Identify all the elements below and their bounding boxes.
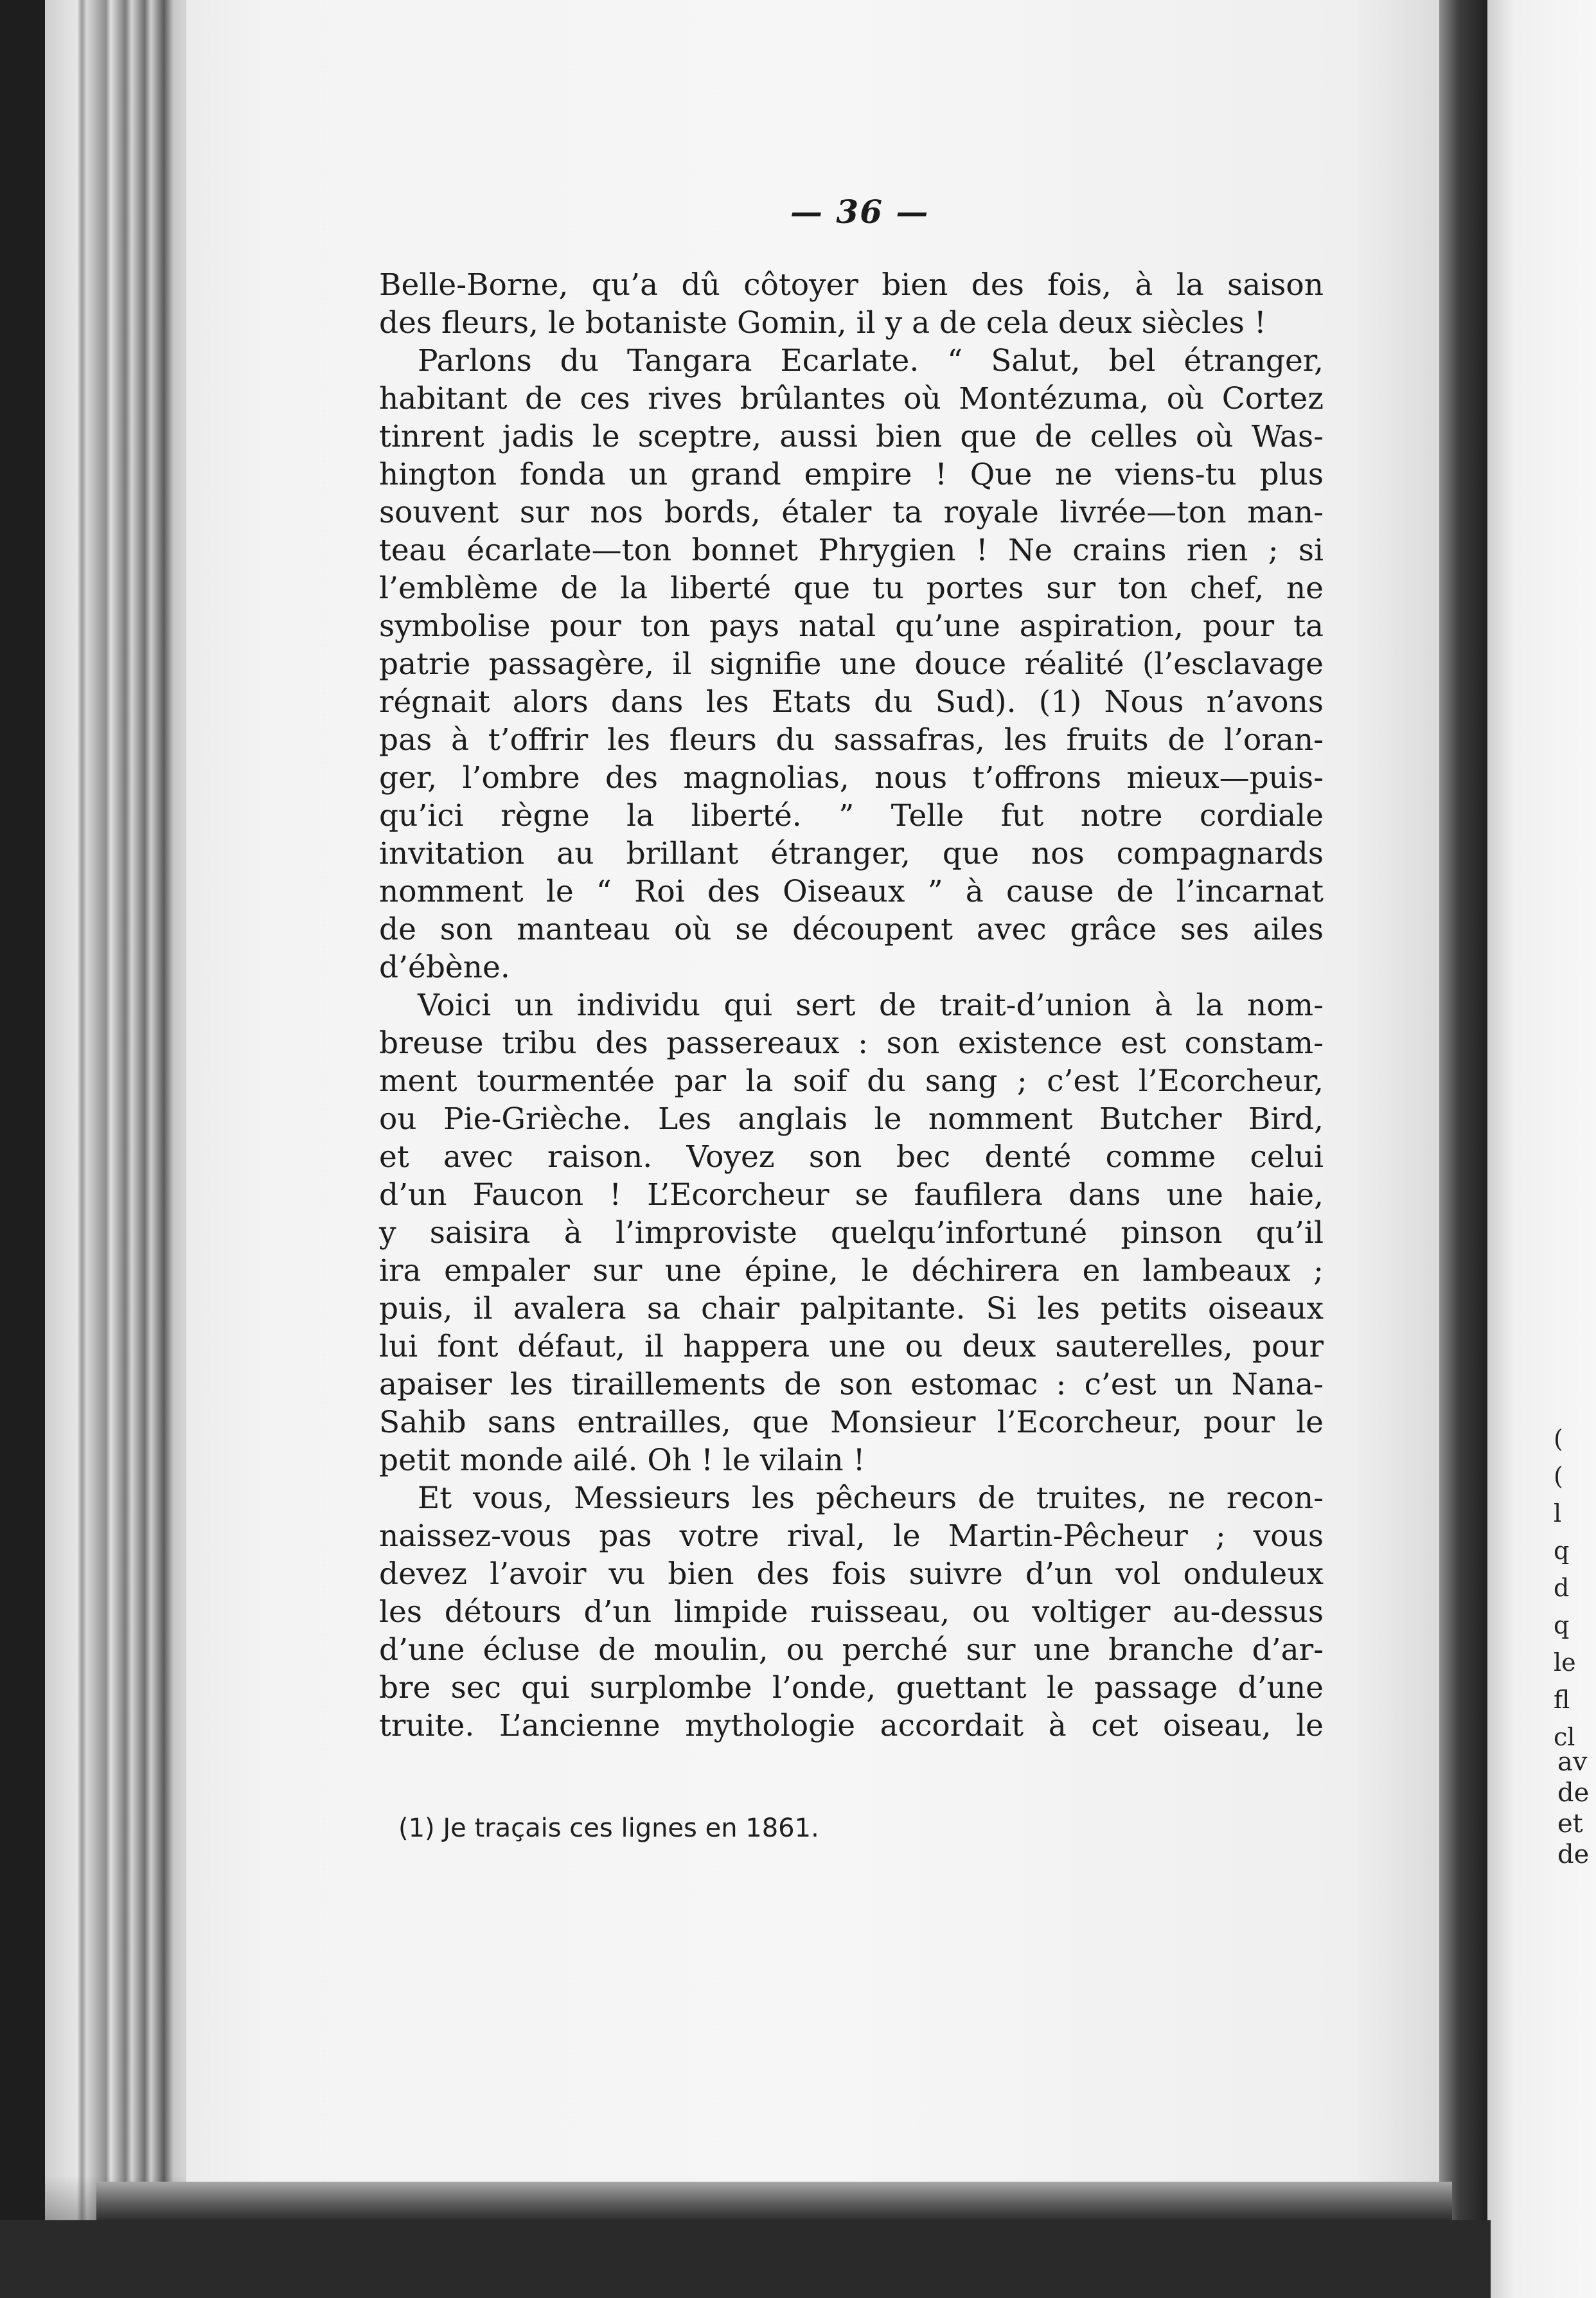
book-binding-edges (45, 0, 206, 2298)
scan-left-border (0, 0, 45, 2298)
text-line: Belle-Borne, qu’a dû côtoyer bien des fois, à la saison (379, 267, 1324, 303)
adjacent-fragment: et (1557, 1809, 1583, 1839)
text-line: habitant de ces rives brûlantes où Montézuma, où Cortez (379, 381, 1324, 416)
text-line: l’emblème de la liberté que tu portes sur ton chef, ne (379, 571, 1324, 606)
text-line: régnait alors dans les Etats du Sud). (1) Nous n’avons (379, 684, 1324, 720)
text-line: les détours d’un limpide ruisseau, ou voltiger au-dessus (379, 1594, 1324, 1630)
text-line: naissez-vous pas votre rival, le Martin-Pêcheur ; vous (379, 1519, 1324, 1554)
text-line: et avec raison. Voyez son bec denté comme celui (379, 1139, 1324, 1175)
page-number: — 36 — (790, 193, 930, 231)
text-line: breuse tribu des passereaux : son existence est constam- (379, 1026, 1324, 1061)
text-line: petit monde ailé. Oh ! le vilain ! (379, 1443, 865, 1478)
adjacent-fragment: de (1557, 1778, 1590, 1808)
adjacent-fragment: cl (1554, 1723, 1575, 1751)
footnote: (1) Je traçais ces lignes en 1861. (398, 1813, 819, 1843)
text-line: pas à t’offrir les fleurs du sassafras, les fruits de l’oran- (379, 722, 1324, 758)
text-line: Parlons du Tangara Ecarlate. “ Salut, bel étranger, (418, 343, 1324, 379)
adjacent-page (1487, 0, 1596, 2298)
text-line: d’ébène. (379, 950, 510, 985)
text-line: de son manteau où se découpent avec grâce ses ailes (379, 912, 1324, 947)
text-line: souvent sur nos bords, étaler ta royale livrée—ton man- (379, 495, 1324, 530)
adjacent-page-fragments-top (1554, 1420, 1596, 1756)
text-line: lui font défaut, il happera une ou deux sauterelles, pour (379, 1329, 1324, 1364)
text-line: devez l’avoir vu bien des fois suivre d’un vol onduleux (379, 1556, 1324, 1592)
text-line: patrie passagère, il signifie une douce réalité (l’esclavage (379, 646, 1324, 682)
text-line: d’une écluse de moulin, ou perché sur une branche d’ar- (379, 1632, 1324, 1668)
adjacent-fragment: ( (1554, 1425, 1563, 1453)
adjacent-fragment: le (1554, 1648, 1576, 1677)
text-line: y saisira à l’improviste quelqu’infortuné pinson qu’il (379, 1215, 1324, 1251)
scan-bottom-border (0, 2220, 1491, 2298)
text-line: symbolise pour ton pays natal qu’une aspiration, pour ta (379, 609, 1324, 644)
text-line: ira empaler sur une épine, le déchirera en lambeaux ; (379, 1253, 1324, 1288)
page-bottom-edge (96, 2182, 1452, 2220)
body-text (379, 266, 1324, 1745)
text-line: qu’ici règne la liberté. ” Telle fut notre cordiale (379, 798, 1324, 833)
text-line: hington fonda un grand empire ! Que ne viens-tu plus (379, 457, 1324, 492)
adjacent-fragment: fl (1554, 1686, 1570, 1714)
adjacent-fragment: de (1557, 1840, 1590, 1869)
text-line: Et vous, Messieurs les pêcheurs de truites, ne recon- (418, 1481, 1324, 1516)
text-line: nomment le “ Roi des Oiseaux ” à cause de l’incarnat (379, 874, 1324, 909)
text-line: Voici un individu qui sert de trait-d’union à la nom- (418, 988, 1324, 1023)
adjacent-page-fragments-bottom (1557, 1747, 1596, 1870)
adjacent-fragment: q (1554, 1611, 1570, 1639)
text-line: teau écarlate—ton bonnet Phrygien ! Ne crains rien ; si (379, 533, 1324, 568)
text-line: ment tourmentée par la soif du sang ; c’est l’Ecorcheur, (379, 1064, 1324, 1099)
adjacent-fragment: q (1554, 1536, 1570, 1565)
text-line: invitation au brillant étranger, que nos compagnards (379, 836, 1324, 871)
adjacent-fragment: d (1554, 1574, 1570, 1602)
text-line: apaiser les tiraillements de son estomac : c’est un Nana- (379, 1367, 1324, 1402)
text-line: ger, l’ombre des magnolias, nous t’offrons mieux—puis- (379, 760, 1324, 796)
page-gutter-shadow (1439, 0, 1487, 2243)
text-line: d’un Faucon ! L’Ecorcheur se faufilera dans une haie, (379, 1177, 1324, 1213)
text-line: Sahib sans entrailles, que Monsieur l’Ecorcheur, pour le (379, 1405, 1324, 1440)
text-line: des fleurs, le botaniste Gomin, il y a de cela deux siècles ! (379, 305, 1266, 341)
text-line: ou Pie-Grièche. Les anglais le nomment Butcher Bird, (379, 1101, 1324, 1137)
adjacent-fragment: ( (1554, 1462, 1563, 1490)
text-line: bre sec qui surplombe l’onde, guettant le passage d’une (379, 1670, 1324, 1706)
text-line: tinrent jadis le sceptre, aussi bien que de celles où Was- (379, 419, 1324, 454)
text-line: truite. L’ancienne mythologie accordait à cet oiseau, le (379, 1708, 1324, 1743)
text-line: puis, il avalera sa chair palpitante. Si les petits oiseaux (379, 1291, 1324, 1326)
adjacent-fragment: av (1557, 1747, 1588, 1777)
adjacent-fragment: l (1554, 1499, 1562, 1528)
